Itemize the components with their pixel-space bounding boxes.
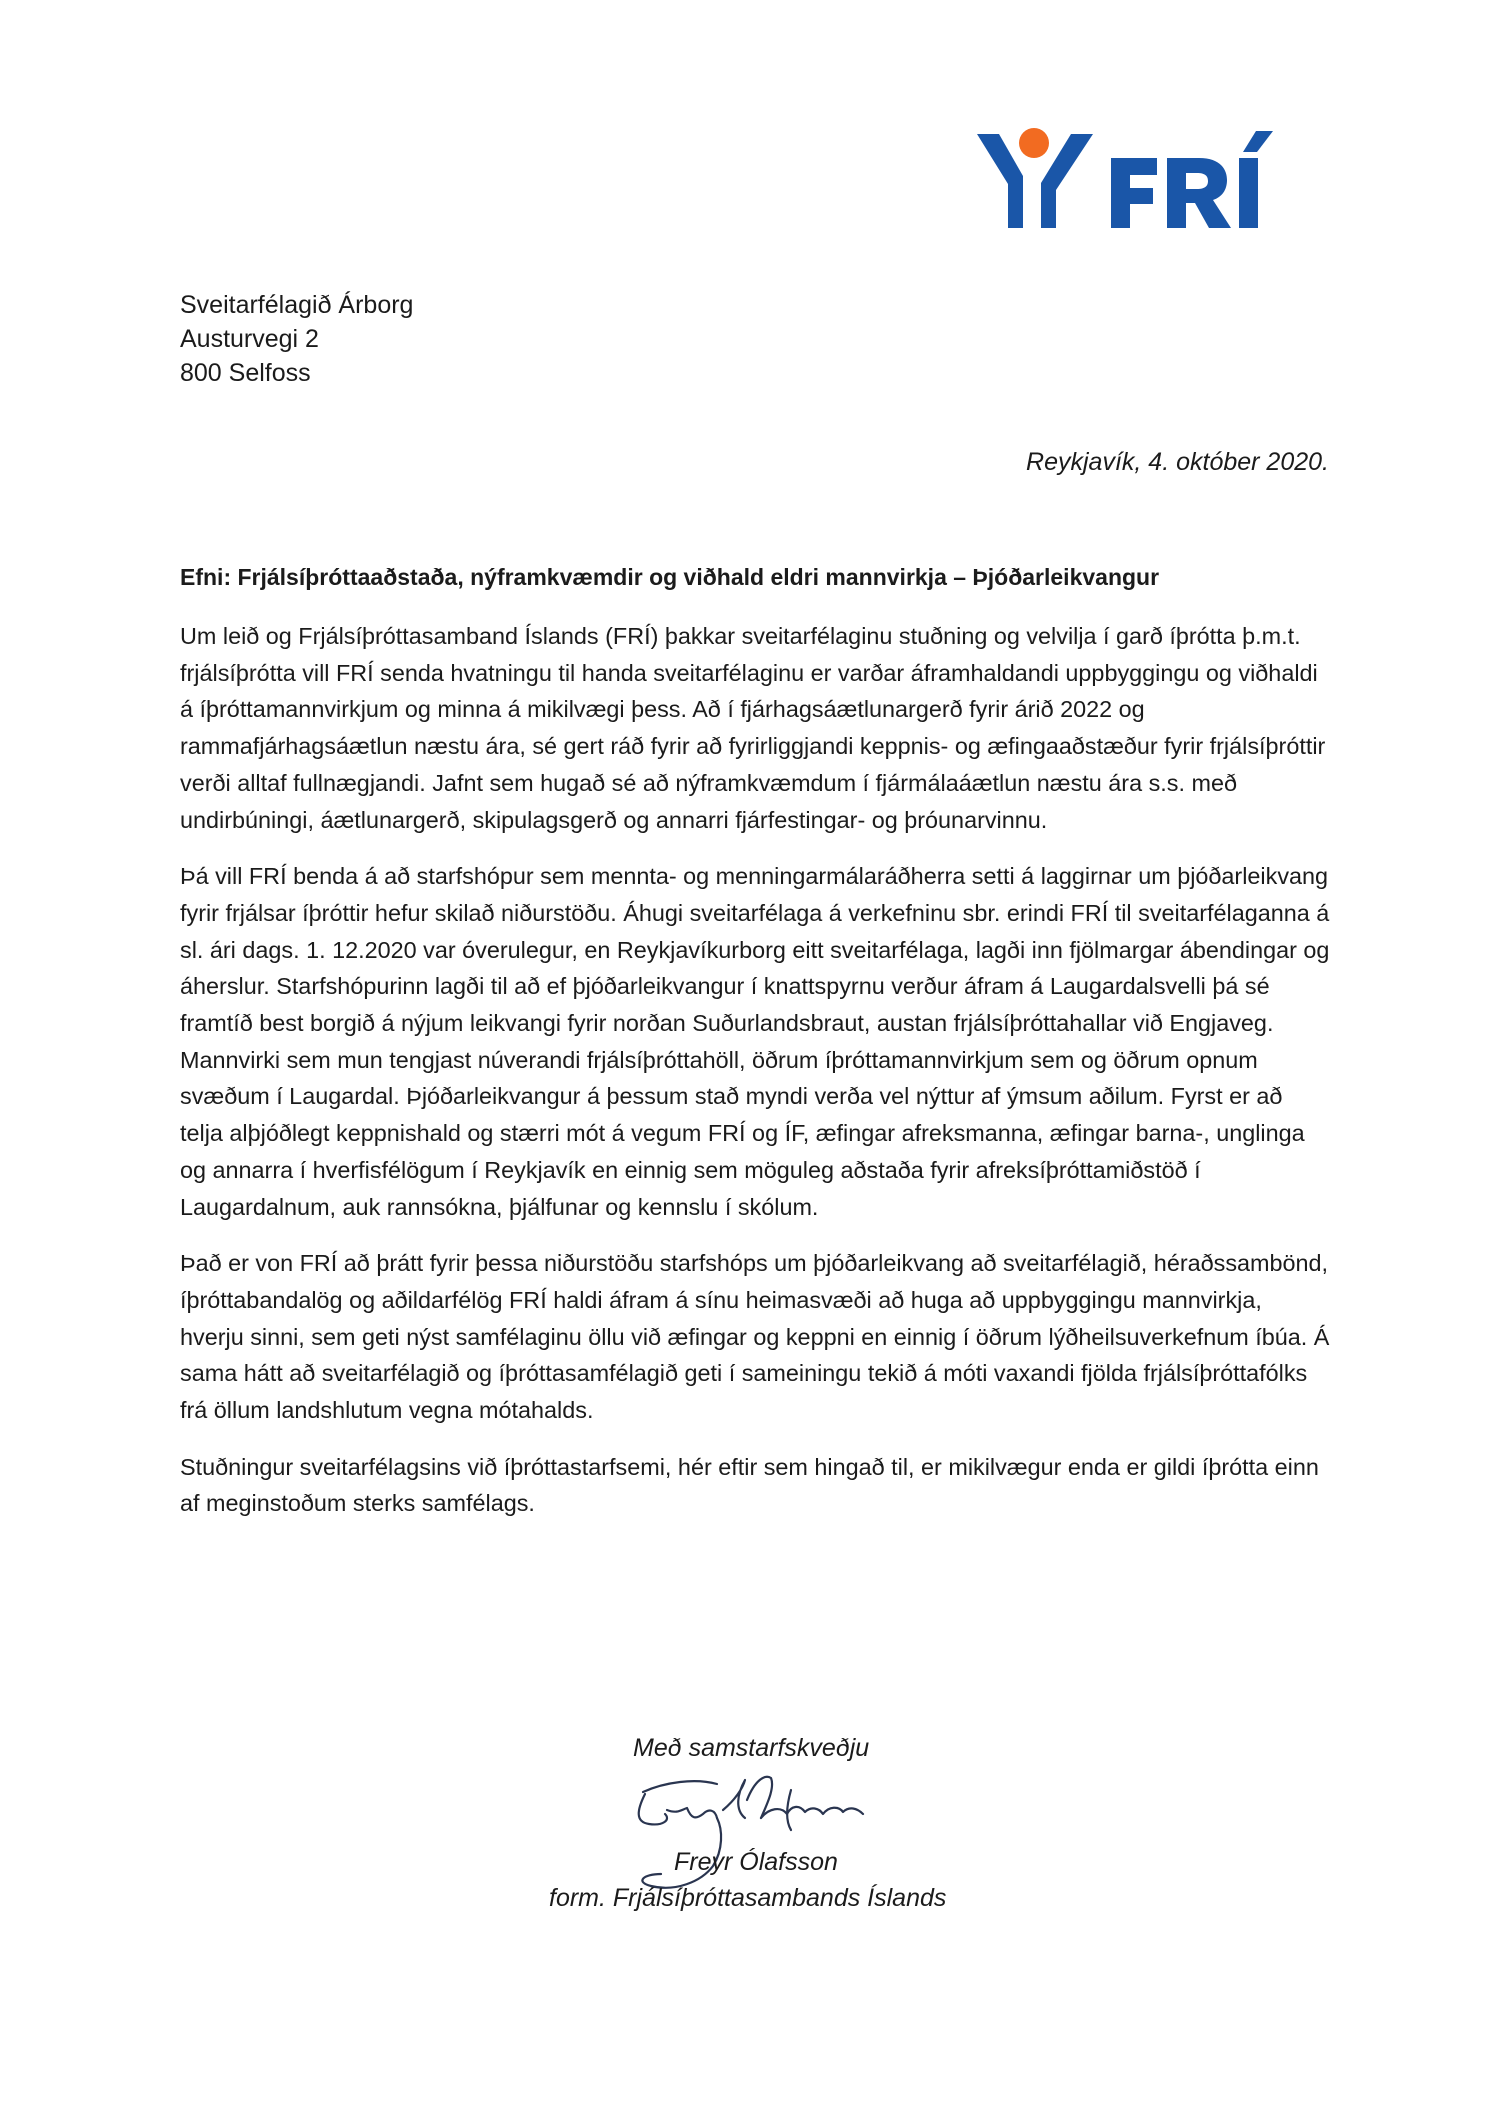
logo-accent: [1243, 131, 1273, 152]
body-paragraph-2: Þá vill FRÍ benda á að starfshópur sem mennta- og menningarmálaráðherra setti á laggirnar um þjóðarleikvang fyrir frjálsar íþróttir hefur skilað niðurstöðu. Áhugi sveitarfélaga á verkefninu sbr. erindi FRÍ til sveitarfélaganna á sl. ári dags. 1. 12.2020 var óverulegur, en Reykjavíkurborg eitt sveitarfélaga, lagði inn fjölmargar ábendingar og áherslur. Starfshópurinn lagði til að ef þjóðarleikvangur í knattspyrnu verður áfram á Laugardalsvelli þá sé framtíð best borgið á nýjum leikvangi fyrir norðan Suðurlandsbraut, austan frjálsíþróttahallar við Engjaveg. Mannvirki sem mun tengjast núverandi frjálsíþróttahöll, öðrum íþróttamannvirkjum sem og öðrum opnum svæðum í Laugardal. Þjóðarleikvangur á þessum stað myndi verða vel nýttur af ýmsum aðilum. Fyrst er að telja alþjóðlegt keppnishald og stærri mót á vegum FRÍ og ÍF, æfingar afreksmanna, æfingar barna-, unglinga og annarra í hverfisfélögum í Reykjavík en einnig sem möguleg aðstaða fyrir afreksíþróttamiðstöð í Laugardalnum, auk rannsókna, þjálfunar og kennslu í skólum.: [180, 863, 1330, 1220]
body-paragraph-3: Það er von FRÍ að þrátt fyrir þessa niðurstöðu starfshóps um þjóðarleikvang að sveitarfélagið, héraðssambönd, íþróttabandalög og aðildarfélög FRÍ haldi áfram á sínu heimasvæði að huga að uppbyggingu mannvirkja, hverju sinni, sem geti nýst samfélaginu öllu við æfingar og keppni en einnig í öðrum lýðheilsuverkefnum íbúa. Á sama hátt að sveitarfélagið og íþróttasamfélagið geti í sameiningu tekið á móti vaxandi fjölda frjálsíþróttafólks frá öllum landshlutum vegna mótahalds.: [180, 1250, 1330, 1424]
body-paragraph-1: Um leið og Frjálsíþróttasamband Íslands (FRÍ) þakkar sveitarfélaginu stuðning og velvilja í garð íþrótta þ.m.t. frjálsíþrótta vill FRÍ senda hvatningu til handa sveitarfélaginu er varðar áframhaldandi uppbyggingu og viðhaldi á íþróttamannvirkjum og minna á mikilvægi þess. Að í fjárhagsáætlunargerð fyrir árið 2022 og rammafjárhagsáætlun næstu ára, sé gert ráð fyrir að fyrirliggjandi keppnis- og æfingaaðstæður fyrir frjálsíþróttir verði alltaf fullnægjandi. Jafnt sem hugað sé að nýframkvæmdum í fjármálaáætlun næstu ára s.s. með undirbúningi, áætlunargerð, skipulagsgerð og annarri fjárfestingar- og þróunarvinnu.: [180, 623, 1326, 833]
logo-right-arm: [1041, 134, 1093, 228]
recipient-street: Austurvegi 2: [180, 325, 319, 353]
logo-left-arm: [977, 134, 1023, 228]
logo-letter-f: [1111, 158, 1157, 228]
fri-logo: [975, 128, 1280, 233]
recipient-city: 800 Selfoss: [180, 359, 311, 387]
body-paragraph-4: Stuðningur sveitarfélagsins við íþróttastarfsemi, hér eftir sem hingað til, er mikilvægur enda er gildi íþrótta einn af meginstoðum sterks samfélags.: [180, 1453, 1319, 1517]
signer-name: Freyr Ólafsson: [674, 1848, 838, 1876]
signature-graphic: [605, 1770, 915, 1900]
handwritten-signature: [605, 1770, 915, 1900]
logo-letter-r: [1167, 158, 1231, 228]
signer-title: form. Frjálsíþróttasambands Íslands: [549, 1884, 947, 1912]
closing-salutation: Með samstarfskveðju: [633, 1734, 870, 1762]
letter-subject: Efni: Frjálsíþróttaaðstaða, nýframkvæmdir og viðhald eldri mannvirkja – Þjóðarleikvangur: [180, 564, 1160, 590]
fri-logo-graphic: [975, 128, 1280, 233]
letter-date: Reykjavík, 4. október 2020.: [1026, 448, 1329, 476]
logo-orange-dot: [1019, 128, 1049, 158]
recipient-name: Sveitarfélagið Árborg: [180, 291, 414, 319]
recipient-address: [180, 288, 413, 390]
letter-body: [180, 618, 1330, 1542]
logo-letter-i: [1239, 158, 1258, 228]
